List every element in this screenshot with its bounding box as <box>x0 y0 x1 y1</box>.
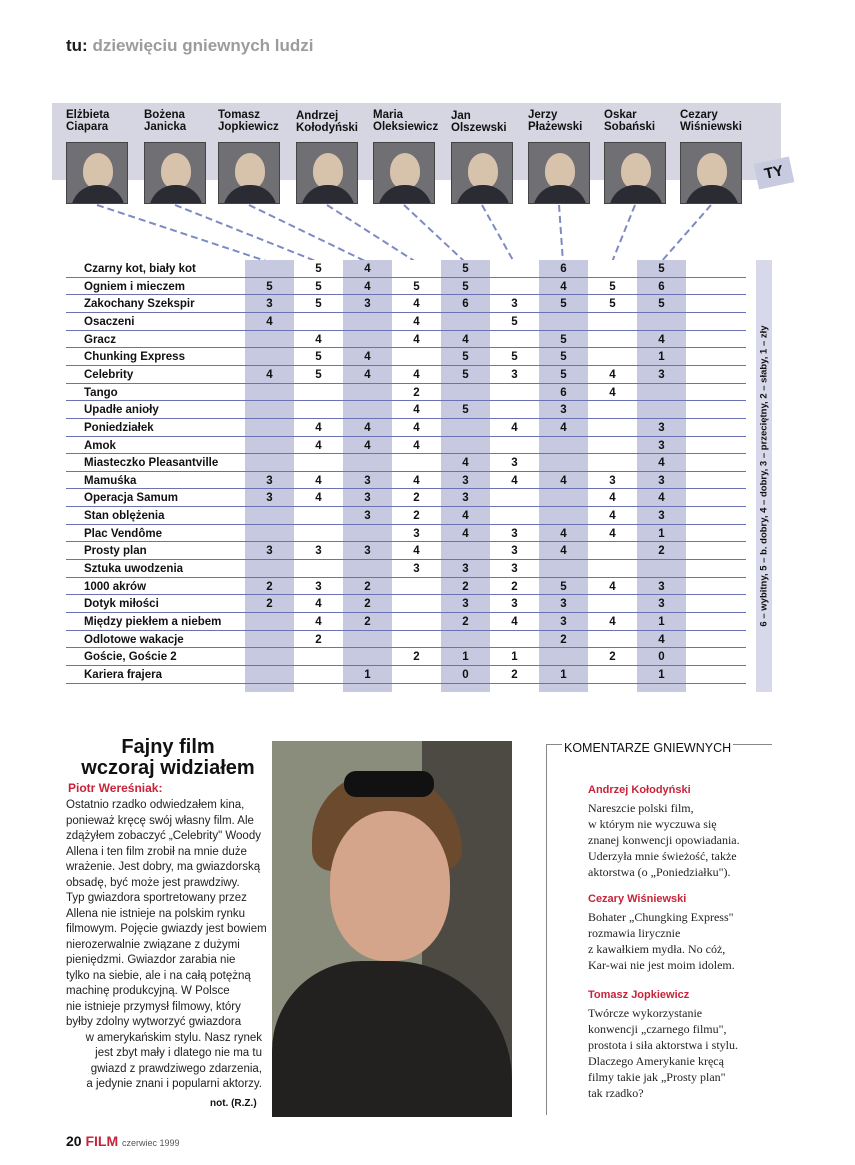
rating-cell: 3 <box>658 474 665 487</box>
rating-cell: 4 <box>609 510 616 523</box>
rating-cell: 4 <box>364 280 371 293</box>
article-line: Allena nie istnieje na polskim rynku <box>66 907 245 920</box>
connector-line <box>559 205 563 262</box>
row-divider <box>66 559 746 560</box>
article-note: not. (R.Z.) <box>210 1098 257 1109</box>
rating-cell: 5 <box>315 263 322 275</box>
rating-cell: 4 <box>413 474 420 487</box>
rating-cell: 3 <box>462 598 469 611</box>
rating-cell: 4 <box>462 510 469 523</box>
article-line: jest zbyt mały i dlatego nie ma tu <box>95 1047 262 1059</box>
film-title: Czarny kot, biały kot <box>84 263 196 275</box>
rating-cell: 3 <box>658 580 665 593</box>
rating-cell: 3 <box>511 563 518 576</box>
rating-cell: 4 <box>658 492 665 505</box>
rating-cell: 3 <box>315 545 322 558</box>
article-body <box>66 798 268 1093</box>
critic-last-name: Ciapara <box>66 121 109 133</box>
rating-cell: 5 <box>560 368 567 381</box>
rating-cell: 3 <box>266 298 273 311</box>
rating-cell: 5 <box>560 351 567 364</box>
rating-cell: 1 <box>462 651 469 664</box>
rating-cell: 5 <box>560 298 567 311</box>
comment-author: Andrzej Kołodyński <box>588 784 691 796</box>
rating-cell: 3 <box>413 527 420 540</box>
critic-first-name: Tomasz <box>218 109 260 121</box>
rating-cell: 4 <box>364 351 371 364</box>
row-divider <box>66 383 746 384</box>
rating-cell: 3 <box>560 404 567 417</box>
comment-line: filmy takie jak „Prosty plan" <box>588 1070 726 1084</box>
row-divider <box>66 418 746 419</box>
connector-line <box>404 205 465 262</box>
row-divider <box>66 453 746 454</box>
critic-first-name: Bożena <box>144 109 185 121</box>
rating-cell: 4 <box>266 315 273 328</box>
comment-text <box>588 909 768 973</box>
rating-cell: 2 <box>560 633 567 646</box>
rating-cell: 5 <box>266 280 273 293</box>
row-divider <box>66 312 746 313</box>
rating-cell: 3 <box>315 580 322 593</box>
connector-line <box>612 205 635 262</box>
rating-cell: 2 <box>364 616 371 628</box>
rating-cell: 3 <box>266 474 273 487</box>
rating-cell: 4 <box>413 298 420 311</box>
rating-cell: 5 <box>462 404 469 417</box>
rating-cell: 2 <box>364 580 371 593</box>
director-photo <box>272 741 512 1117</box>
rating-cell: 3 <box>511 545 518 558</box>
page-footer <box>66 1133 180 1149</box>
rating-cell: 1 <box>658 668 665 681</box>
rating-cell: 1 <box>658 527 665 540</box>
film-title: Między piekłem a niebem <box>84 616 222 628</box>
comment-author: Tomasz Jopkiewicz <box>588 989 690 1001</box>
rating-cell: 3 <box>511 298 518 311</box>
comment-line: Uderzyła mnie świeżość, także <box>588 849 737 863</box>
film-title: 1000 akrów <box>84 580 147 593</box>
article-line: Allena i ten film zrobił na mnie duże <box>66 845 247 858</box>
rating-cell: 4 <box>315 421 322 434</box>
comment-line: Nareszcie polski film, <box>588 801 694 815</box>
rating-cell: 2 <box>609 651 616 664</box>
rating-cell: 4 <box>609 368 616 381</box>
row-divider <box>66 365 746 366</box>
rating-cell: 2 <box>315 633 322 646</box>
critic-first-name: Andrzej <box>296 110 339 122</box>
rating-cell: 5 <box>609 298 616 311</box>
article-title-line2: wczoraj widziałem <box>81 757 255 779</box>
rating-cell: 4 <box>658 633 665 646</box>
rating-cell: 3 <box>658 510 665 523</box>
rating-scale-text: 6 – wybitny, 5 – b. dobry, 4 – dobry, 3 – przeciętny, 2 – słaby, 1 – zły <box>758 325 770 627</box>
film-title: Ogniem i mieczem <box>84 280 185 293</box>
article-line: byłby zdolny wytworzyć gwiazdora <box>66 1016 242 1028</box>
magazine-name: FILM <box>85 1133 119 1149</box>
rating-cell: 2 <box>511 580 518 593</box>
comment-line: Bohater „Chungking Express" <box>588 910 734 924</box>
rating-cell: 3 <box>364 492 371 505</box>
article-line: wrażenie. Jest dobry, ma gwiazdorską <box>66 861 261 873</box>
comment-line: z kawałkiem mydła. No cóż, <box>588 942 726 956</box>
rating-cell: 2 <box>413 510 420 523</box>
row-divider <box>66 630 746 631</box>
rating-cell: 4 <box>315 333 322 346</box>
rating-cell: 4 <box>413 333 420 346</box>
headline-prefix: tu: <box>66 36 88 55</box>
comment-line: aktorstwa (o „Poniedziałku"). <box>588 865 731 879</box>
rating-cell: 4 <box>658 333 665 346</box>
rating-cell: 3 <box>511 368 518 381</box>
rating-cell: 1 <box>364 668 371 681</box>
film-title: Goście, Goście 2 <box>84 651 177 664</box>
rating-cell: 3 <box>413 563 420 576</box>
rating-cell: 4 <box>364 368 371 381</box>
comment-line: rozmawia lirycznie <box>588 926 681 940</box>
rating-cell: 5 <box>462 263 469 275</box>
rating-cell: 4 <box>560 527 567 540</box>
row-divider <box>66 683 746 684</box>
rating-cell: 4 <box>364 421 371 434</box>
rating-cell: 4 <box>511 474 518 487</box>
rating-cell: 2 <box>266 598 273 611</box>
connector-line <box>661 205 711 262</box>
comments-title: KOMENTARZE GNIEWNYCH <box>564 741 732 755</box>
article-line: zdążyłem zobaczyć „Celebrity" Woody <box>66 830 261 842</box>
rating-cell: 4 <box>315 474 322 487</box>
critic-first-name: Elżbieta <box>66 109 110 121</box>
rating-cell: 1 <box>511 651 518 664</box>
connector-line <box>327 205 416 262</box>
rating-cell: 4 <box>315 492 322 505</box>
rating-cell: 0 <box>658 651 665 664</box>
rating-cell: 4 <box>609 386 616 399</box>
rating-cell: 4 <box>511 616 518 628</box>
row-divider <box>66 471 746 472</box>
rating-cell: 5 <box>462 351 469 364</box>
critic-last-name: Janicka <box>144 121 187 133</box>
film-title: Gracz <box>84 333 116 346</box>
critic-first-name: Jan <box>451 110 471 122</box>
page-number: 20 <box>66 1133 82 1149</box>
rating-cell: 3 <box>658 421 665 434</box>
comment-text <box>588 1005 768 1101</box>
row-divider <box>66 577 746 578</box>
comment-line: Kar-wai nie jest moim idolem. <box>588 958 735 972</box>
row-divider <box>66 541 746 542</box>
connector-line <box>482 205 514 262</box>
headline-title: dziewięciu gniewnych ludzi <box>92 36 314 55</box>
film-title: Amok <box>84 439 116 452</box>
rating-cell: 4 <box>560 280 567 293</box>
rating-cell: 3 <box>364 298 371 311</box>
rating-cell: 1 <box>560 668 567 681</box>
rating-cell: 0 <box>462 668 469 681</box>
rating-cell: 3 <box>266 545 273 558</box>
film-title: Upadłe anioły <box>84 404 159 417</box>
article-line: Typ gwiazdora sportretowany przez <box>66 892 247 904</box>
rating-cell: 4 <box>462 457 469 470</box>
rating-cell: 5 <box>560 333 567 346</box>
rating-cell: 4 <box>658 457 665 470</box>
issue-date: czerwiec 1999 <box>122 1138 180 1148</box>
film-title: Zakochany Szekspir <box>84 298 195 311</box>
rating-cell: 5 <box>658 298 665 311</box>
article-line: w amerykańskim stylu. Nasz rynek <box>85 1031 262 1044</box>
rating-cell: 2 <box>266 580 273 593</box>
article-line: filmowym. Pojęcie gwiazdy jest bowiem <box>66 923 267 935</box>
critic-first-name: Oskar <box>604 109 637 121</box>
row-divider <box>66 277 746 278</box>
rating-cell: 1 <box>658 351 665 364</box>
rating-cell: 4 <box>413 315 420 328</box>
article-line: Ostatnio rzadko odwiedzałem kina, <box>66 799 245 811</box>
film-title: Poniedziałek <box>84 421 154 434</box>
article-line: tylko na siebie, ale i na całą potężną <box>66 969 251 982</box>
rating-cell: 3 <box>364 474 371 487</box>
connector-line <box>97 205 269 262</box>
film-title: Odlotowe wakacje <box>84 633 184 646</box>
rating-cell: 5 <box>462 280 469 293</box>
film-title: Tango <box>84 386 118 399</box>
rating-cell: 5 <box>658 263 665 275</box>
comment-text <box>588 800 768 880</box>
film-title: Stan oblężenia <box>84 510 165 523</box>
article-line: pieniędzmi. Gwiazdor zarabia nie <box>66 954 236 966</box>
rating-cell: 5 <box>315 280 322 293</box>
rating-cell: 3 <box>560 598 567 611</box>
film-title: Operacja Samum <box>84 492 178 505</box>
film-title: Prosty plan <box>84 545 147 558</box>
critic-last-name: Kołodyński <box>296 122 358 134</box>
rating-scale <box>756 260 772 692</box>
rating-cell: 4 <box>609 580 616 593</box>
article-line: nierozerwalnie związane z dużymi <box>66 938 240 951</box>
ty-tag: TY <box>754 157 795 190</box>
critic-first-name: Cezary <box>680 109 718 121</box>
rating-cell: 5 <box>609 280 616 293</box>
comment-line: znanej konwencji opowiadania. <box>588 833 740 847</box>
film-title: Osaczeni <box>84 315 135 328</box>
film-title: Chunking Express <box>84 351 185 364</box>
critic-last-name: Wiśniewski <box>680 121 742 133</box>
comment-line: Twórcze wykorzystanie <box>588 1006 703 1020</box>
rating-cell: 3 <box>511 527 518 540</box>
row-divider <box>66 330 746 331</box>
row-divider <box>66 524 746 525</box>
article-line: obsadę, być może jest prawdziwy. <box>66 876 240 889</box>
rating-cell: 3 <box>462 492 469 505</box>
rating-cell: 4 <box>413 421 420 434</box>
rating-cell: 5 <box>511 351 518 364</box>
rating-cell: 4 <box>364 439 371 452</box>
rating-cell: 6 <box>560 386 567 399</box>
rating-cell: 2 <box>462 616 469 628</box>
rating-cell: 4 <box>413 439 420 452</box>
connector-lines <box>0 0 855 265</box>
row-divider <box>66 506 746 507</box>
rating-cell: 3 <box>609 474 616 487</box>
rating-cell: 4 <box>511 421 518 434</box>
rating-cell: 5 <box>315 298 322 311</box>
critic-last-name: Płażewski <box>528 121 583 133</box>
film-title: Plac Vendôme <box>84 527 162 540</box>
rating-cell: 5 <box>462 368 469 381</box>
article-line: gwiazd z prawdziwego zdarzenia, <box>90 1062 262 1075</box>
rating-cell: 4 <box>560 474 567 487</box>
rating-cell: 4 <box>462 527 469 540</box>
article-line: machinę produkcyjną. W Polsce <box>66 985 230 997</box>
rating-cell: 5 <box>315 368 322 381</box>
rating-cell: 4 <box>413 368 420 381</box>
rating-cell: 3 <box>462 474 469 487</box>
rating-cell: 2 <box>462 580 469 593</box>
rating-cell: 4 <box>609 492 616 505</box>
film-title: Dotyk miłości <box>84 598 159 611</box>
comment-line: konwencji „czarnego filmu", <box>588 1022 727 1036</box>
rating-cell: 4 <box>560 545 567 558</box>
row-divider <box>66 612 746 613</box>
rating-cell: 6 <box>462 298 469 311</box>
critic-last-name: Sobański <box>604 121 656 133</box>
rating-cell: 3 <box>658 598 665 611</box>
comment-author: Cezary Wiśniewski <box>588 893 687 905</box>
rating-cell: 3 <box>364 545 371 558</box>
rating-cell: 5 <box>413 280 420 293</box>
article-line: a jedynie znani i popularni aktorzy. <box>86 1078 262 1090</box>
row-divider <box>66 294 746 295</box>
rating-cell: 3 <box>266 492 273 505</box>
film-title: Sztuka uwodzenia <box>84 563 184 576</box>
rating-cell: 2 <box>413 492 420 505</box>
row-divider <box>66 665 746 666</box>
rating-cell: 2 <box>658 545 665 558</box>
film-title: Celebrity <box>84 368 134 381</box>
critic-first-name: Jerzy <box>528 109 558 121</box>
comment-line: tak rzadko? <box>588 1086 644 1100</box>
rating-cell: 4 <box>462 333 469 346</box>
rating-cell: 3 <box>511 598 518 611</box>
critic-last-name: Jopkiewicz <box>218 121 279 133</box>
row-divider <box>66 400 746 401</box>
article-line: ponieważ kręcę swój własny film. Ale <box>66 814 254 827</box>
rating-cell: 5 <box>560 580 567 593</box>
article-title <box>68 737 268 779</box>
article-line: nie istnieje przymysł filmowy, który <box>66 1000 241 1013</box>
rating-cell: 4 <box>609 616 616 628</box>
film-title: Kariera frajera <box>84 668 162 681</box>
connector-line <box>175 205 318 262</box>
row-divider <box>66 488 746 489</box>
critic-last-name: Oleksiewicz <box>373 121 439 133</box>
rating-cell: 2 <box>413 386 420 399</box>
rating-cell: 4 <box>315 598 322 611</box>
row-divider <box>66 436 746 437</box>
row-divider <box>66 647 746 648</box>
rating-cell: 6 <box>658 280 665 293</box>
rating-cell: 4 <box>315 439 322 452</box>
row-divider <box>66 594 746 595</box>
rating-cell: 3 <box>462 563 469 576</box>
rating-cell: 4 <box>266 368 273 381</box>
rating-cell: 4 <box>560 421 567 434</box>
rating-cell: 4 <box>315 616 322 628</box>
connector-line <box>249 205 367 262</box>
rating-cell: 4 <box>413 545 420 558</box>
row-divider <box>66 347 746 348</box>
ratings-table <box>66 260 746 692</box>
rating-cell: 4 <box>364 263 371 275</box>
comment-line: w którym nie wyczuwa się <box>588 817 717 831</box>
critic-first-name: Maria <box>373 109 404 121</box>
rating-cell: 5 <box>511 315 518 328</box>
rating-cell: 1 <box>658 616 665 628</box>
rating-cell: 3 <box>658 368 665 381</box>
rating-cell: 3 <box>658 439 665 452</box>
rating-cell: 3 <box>560 616 567 628</box>
rating-cell: 2 <box>413 651 420 664</box>
comment-line: prostota i siła aktorstwa i stylu. <box>588 1038 738 1052</box>
film-title: Miasteczko Pleasantville <box>84 457 219 470</box>
rating-cell: 2 <box>364 598 371 611</box>
film-title: Mamuśka <box>84 474 137 487</box>
rating-cell: 4 <box>413 404 420 417</box>
rating-cell: 5 <box>315 351 322 364</box>
critic-last-name: Olszewski <box>451 122 507 134</box>
rating-cell: 6 <box>560 263 567 275</box>
comment-line: Dlaczego Amerykanie kręcą <box>588 1054 724 1068</box>
article-title-line1: Fajny film <box>121 736 215 758</box>
rating-cell: 4 <box>609 527 616 540</box>
rating-cell: 3 <box>511 457 518 470</box>
rating-cell: 2 <box>511 668 518 681</box>
article-author: Piotr Wereśniak: <box>68 781 163 795</box>
rating-cell: 3 <box>364 510 371 523</box>
